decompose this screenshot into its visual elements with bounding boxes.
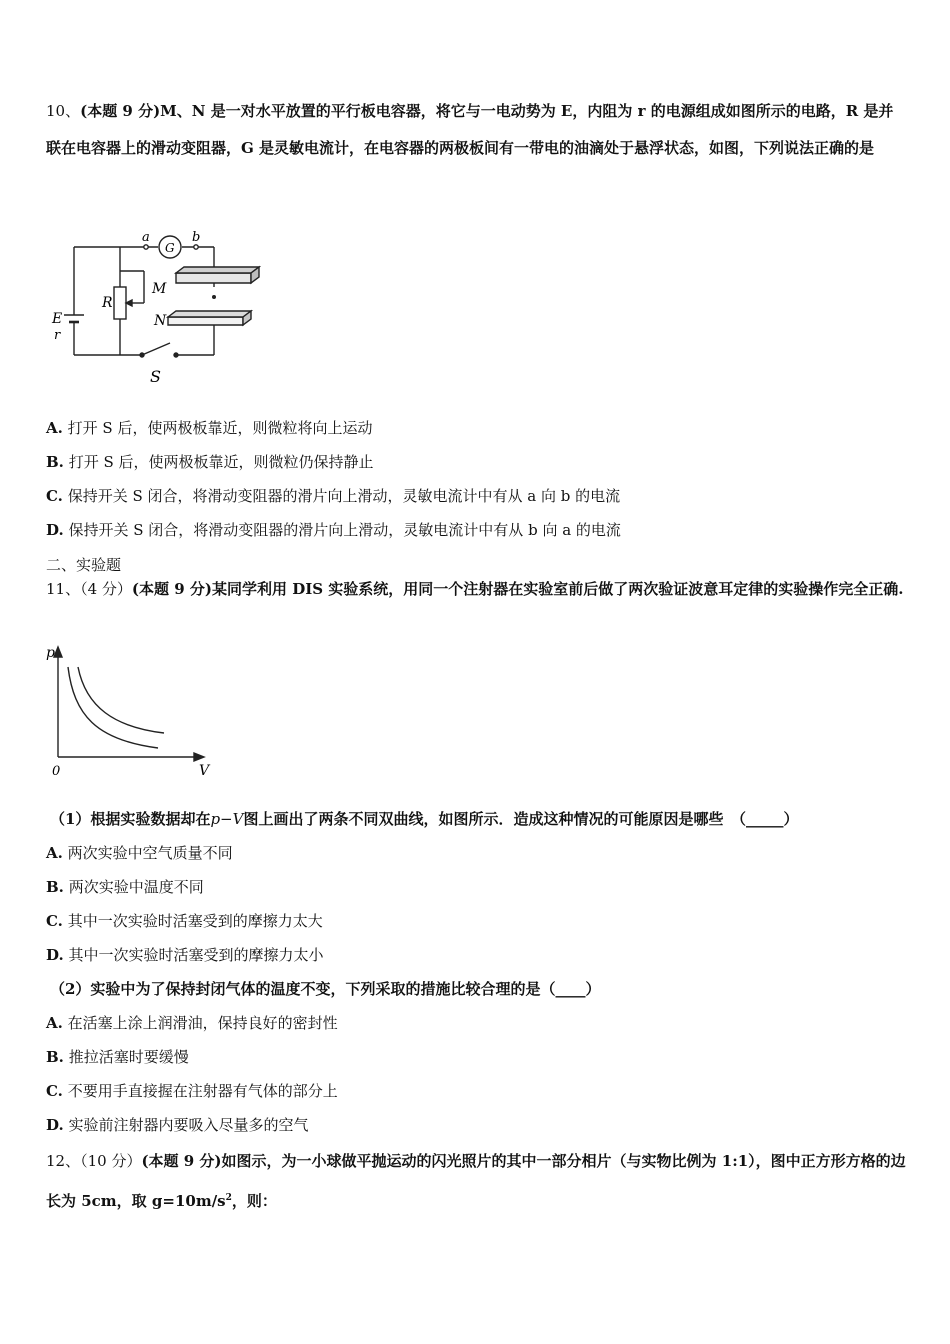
q10-text: (本题 9 分)M、N 是一对水平放置的平行板电容器，将它与一电动势为 E，内阻为 r 的电源组成如图所示的电路，R 是并联在电容器上的滑动变阻器，G 是灵敏电流计，在电容器的两极板间有一带电的油滴处于悬浮状态，如图，下列说法正确的是 [46, 102, 894, 157]
circuit-diagram [46, 225, 261, 390]
q10-option-d: D. 保持开关 S 闭合，将滑动变阻器的滑片向上滑动，灵敏电流计中有从 b 向 a 的电流 [46, 521, 621, 539]
axis-label-p: p [46, 645, 55, 661]
q10-number: 10、 [46, 102, 81, 120]
q11-stem [46, 571, 908, 608]
q10-option-a: A. 打开 S 后，使两极板靠近，则微粒将向上运动 [46, 419, 373, 437]
axis-label-v: V [199, 763, 210, 779]
pv-graph [46, 645, 216, 780]
q11-sub2-option-b: B. 推拉活塞时要缓慢 [46, 1048, 189, 1066]
curve-upper [78, 667, 164, 733]
label-s: S [150, 367, 161, 386]
q12-text: (本题 9 分)如图示，为一小球做平抛运动的闪光照片的其中一部分相片（与实物比例为 1:1），图中正方形方格的边长为 5cm，取 $g=10m/s^2$，则： [46, 1152, 906, 1210]
q11-sub2: （2）实验中为了保持封闭气体的温度不变，下列采取的措施比较合理的是（____） [50, 980, 601, 998]
label-m: M [152, 281, 167, 297]
q12-number: 12、 [46, 1152, 81, 1170]
q11-score: （4 分） [80, 580, 132, 598]
pv-formula: p−V [210, 810, 244, 828]
q11-sub1-option-d: D. 其中一次实验时活塞受到的摩擦力太小 [46, 946, 324, 964]
label-r-internal: r [54, 328, 61, 343]
label-g: G [165, 241, 175, 255]
q11-number: 11、 [46, 580, 81, 598]
plate-m [176, 273, 251, 283]
q12-score: （10 分） [80, 1152, 142, 1170]
q11-sub2-option-c: C. 不要用手直接握在注射器有气体的部分上 [46, 1082, 338, 1100]
label-e: E [52, 311, 63, 327]
q12-stem [46, 1143, 908, 1220]
q11-sub1: （1）根据实验数据却在p−V图上画出了两条不同双曲线，如图所示．造成这种情况的可能原因是哪些 （_____） [50, 810, 799, 828]
plate-n [168, 317, 243, 325]
label-b: b [192, 230, 201, 245]
q11-sub1-option-a: A. 两次实验中空气质量不同 [46, 844, 233, 862]
label-r-resistor: R [102, 295, 113, 311]
q11-sub2-option-d: D. 实验前注射器内要吸入尽量多的空气 [46, 1116, 309, 1134]
origin-label: 0 [52, 764, 61, 779]
q11-sub1-option-b: B. 两次实验中温度不同 [46, 878, 204, 896]
q10-option-c: C. 保持开关 S 闭合，将滑动变阻器的滑片向上滑动，灵敏电流计中有从 a 向 b 的电流 [46, 487, 621, 505]
q10-stem [46, 93, 908, 167]
q10-option-b: B. 打开 S 后，使两极板靠近，则微粒仍保持静止 [46, 453, 374, 471]
q11-text: (本题 9 分)某同学利用 DIS 实验系统，用同一个注射器在实验室前后做了两次验证波意耳定律的实验操作完全正确. [131, 580, 904, 598]
section-title: 二、实验题 [46, 556, 122, 574]
oil-drop [212, 295, 216, 299]
label-n: N [154, 313, 167, 329]
rheostat [114, 287, 126, 319]
q11-sub1-option-c: C. 其中一次实验时活塞受到的摩擦力太大 [46, 912, 323, 930]
label-a: a [142, 230, 150, 245]
q11-sub2-option-a: A. 在活塞上涂上润滑油，保持良好的密封性 [46, 1014, 338, 1032]
